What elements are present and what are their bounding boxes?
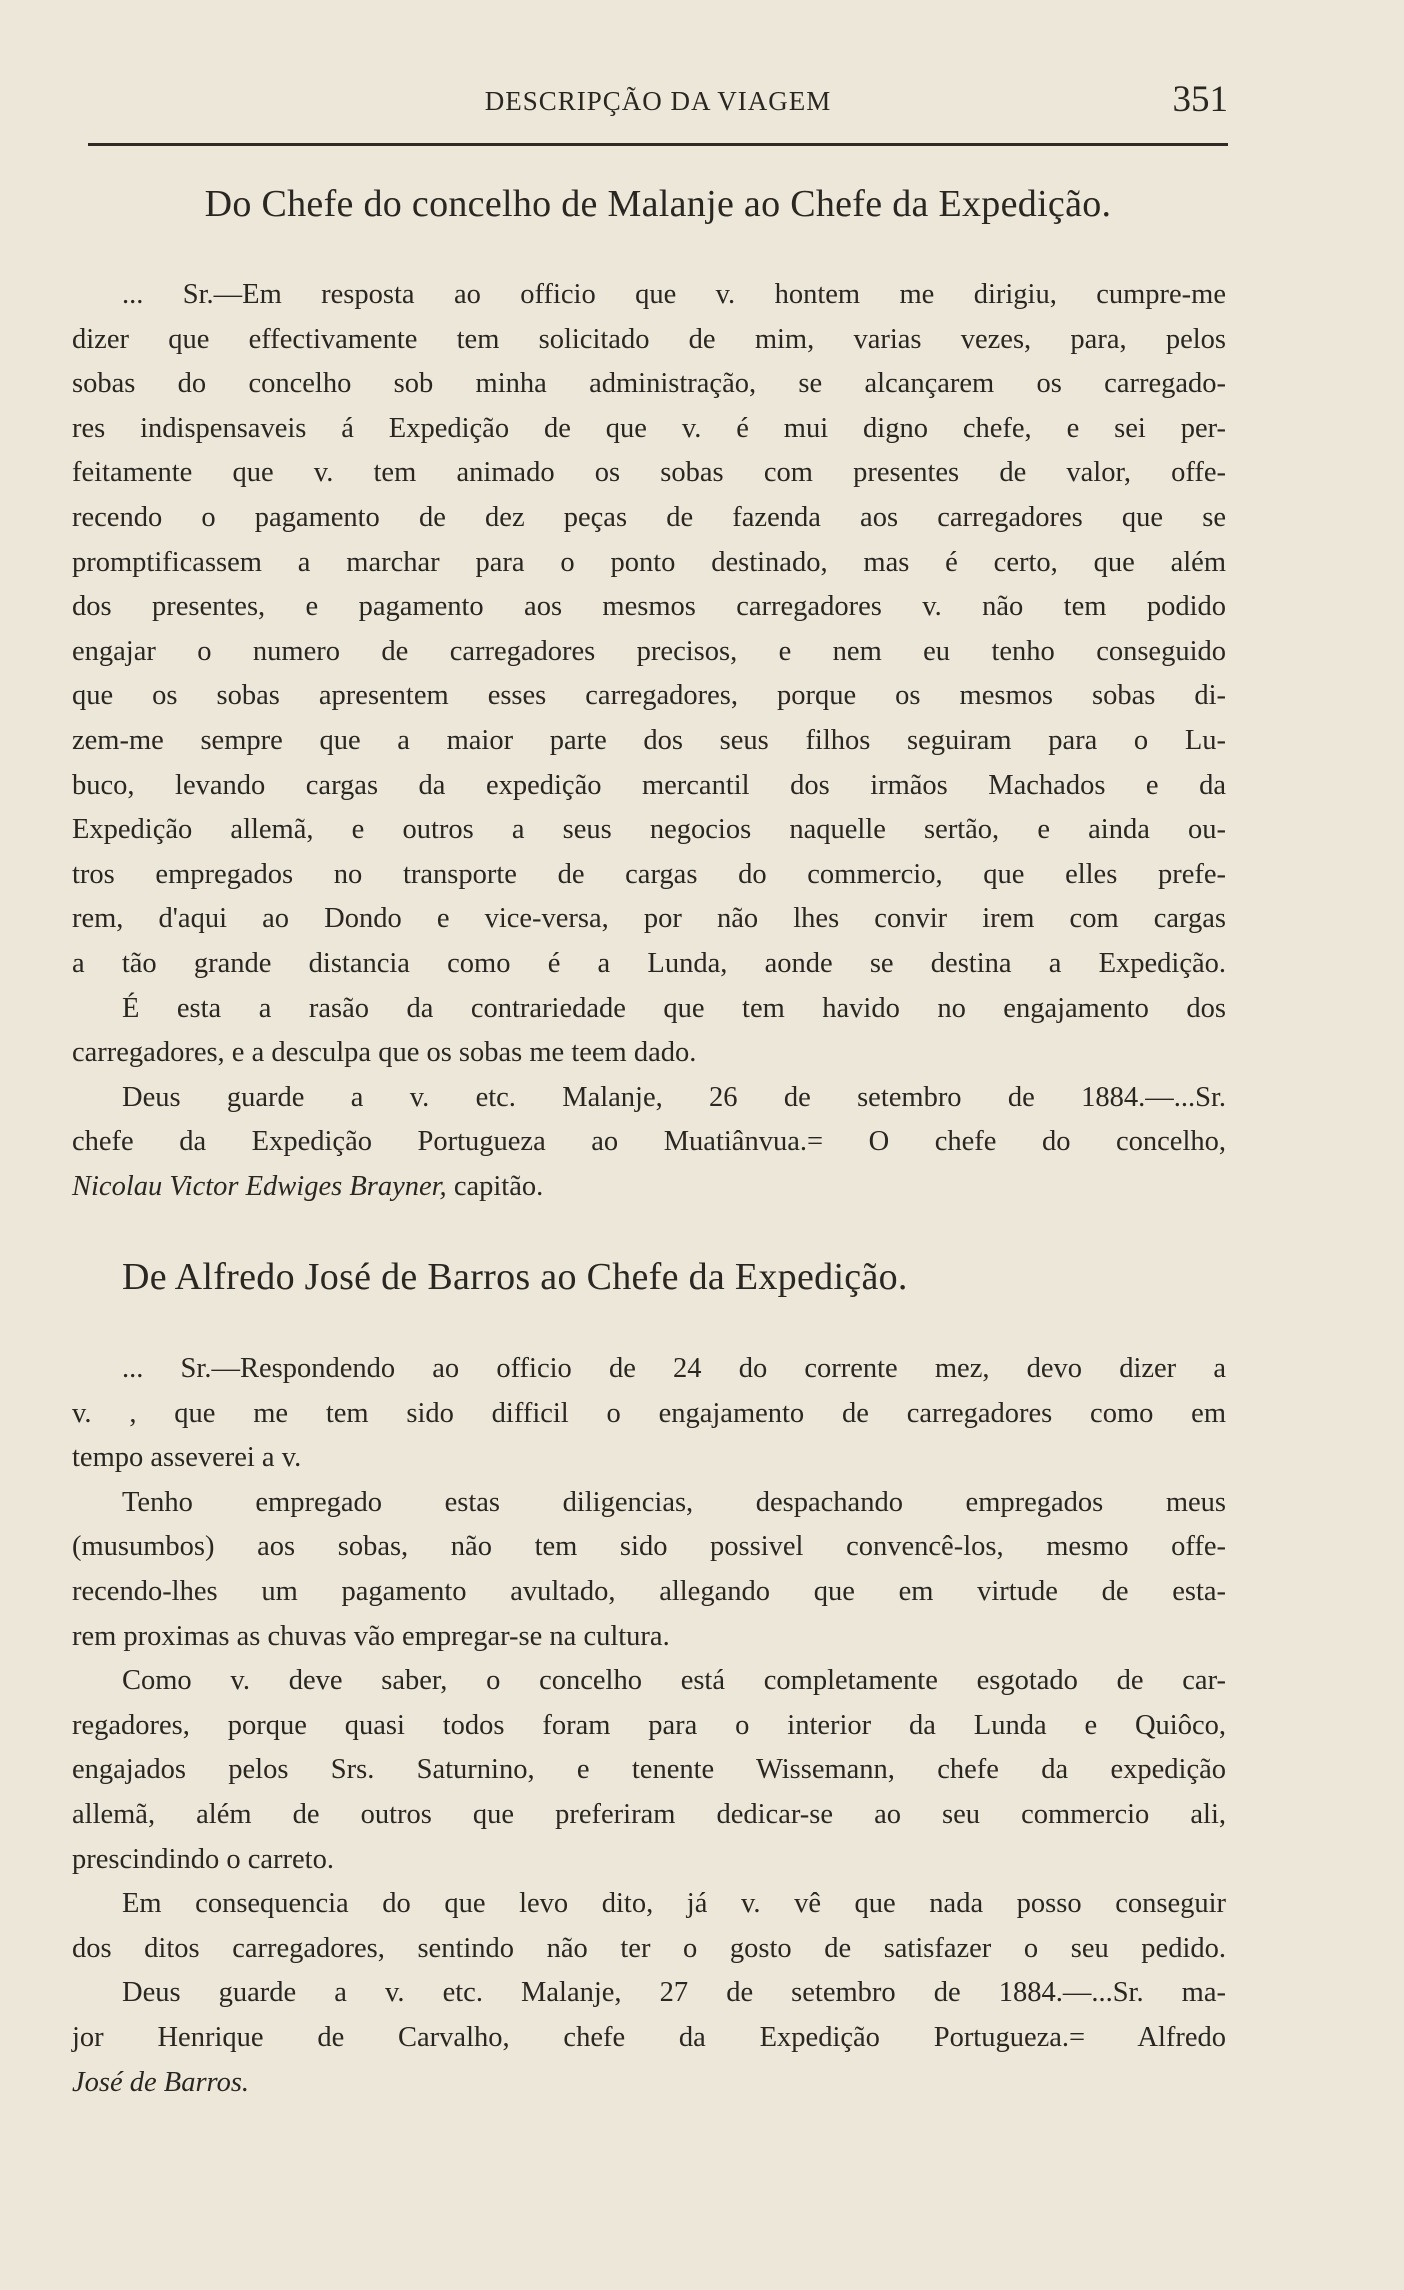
text-line: res indispensaveis á Expedição de que v. é mui digno chefe, e sei per- — [72, 412, 1226, 444]
text-line: zem-me sempre que a maior parte dos seus filhos seguiram para o Lu- — [72, 724, 1226, 756]
text-line: feitamente que v. tem animado os sobas com presentes de valor, offe- — [72, 457, 1226, 489]
text-line: allemã, além de outros que preferiram dedicar-se ao seu commercio ali, — [72, 1798, 1226, 1830]
text-line: engajar o numero de carregadores precisos, e nem eu tenho conseguido — [72, 635, 1226, 667]
text-line: promptificassem a marchar para o ponto destinado, mas é certo, que além — [72, 546, 1226, 578]
text-line: Como v. deve saber, o concelho está completamente esgotado de car- — [122, 1665, 1226, 1697]
text-line: jor Henrique de Carvalho, chefe da Expedição Portugueza.= Alfredo — [72, 2021, 1226, 2053]
signature-name: Nicolau Victor Edwiges Brayner, — [72, 1170, 447, 1202]
text-line: tempo asseverei a v. — [72, 1442, 302, 1474]
text-line: ... Sr.—Respondendo ao officio de 24 do corrente mez, devo dizer a — [122, 1353, 1226, 1384]
text-line: rem proximas as chuvas vão empregar-se na cultura. — [72, 1620, 670, 1652]
page-number: 351 — [1172, 79, 1228, 120]
text-line: Expedição allemã, e outros a seus negocios naquelle sertão, e ainda ou- — [72, 814, 1226, 846]
signature-line — [72, 1165, 1226, 1210]
text-line: prescindindo o carreto. — [72, 1843, 334, 1875]
text-line: buco, levando cargas da expedição mercantil dos irmãos Machados e da — [72, 769, 1226, 801]
running-title: DESCRIPÇÃO DA VIAGEM — [484, 86, 832, 116]
text-line: (musumbos) aos sobas, não tem sido possivel convencê-los, mesmo offe- — [72, 1531, 1226, 1563]
text-line: rem, d'aqui ao Dondo e vice-versa, por não lhes convir irem com cargas — [72, 903, 1226, 935]
text-line: dizer que effectivamente tem solicitado de mim, varias vezes, para, pelos — [72, 323, 1226, 355]
signature-rank: capitão. — [446, 1170, 544, 1202]
letter1-title: Do Chefe do concelho de Malanje ao Chefe da Expedição. — [204, 183, 1112, 225]
text-line: sobas do concelho sob minha administração, se alcançarem os carregado- — [72, 368, 1226, 400]
text-line: chefe da Expedição Portugueza ao Muatiânvua.= O chefe do concelho, — [72, 1126, 1226, 1158]
text-line: v. , que me tem sido difficil o engajamento de carregadores como em — [72, 1397, 1226, 1429]
running-head — [88, 78, 1228, 126]
text-line: Deus guarde a v. etc. Malanje, 26 de setembro de 1884.—...Sr. — [122, 1081, 1226, 1113]
signature-name: José de Barros. — [72, 2066, 250, 2098]
text-line: tros empregados no transporte de cargas do commercio, que elles prefe- — [72, 858, 1226, 890]
text-line: Em consequencia do que levo dito, já v. vê que nada posso conseguir — [122, 1888, 1226, 1920]
text-line: É esta a rasão da contrariedade que tem havido no engajamento dos — [122, 992, 1226, 1024]
letter2-title: De Alfredo José de Barros ao Chefe da Expedição. — [122, 1256, 908, 1298]
text-line: ... Sr.—Em resposta ao officio que v. hontem me dirigiu, cumpre-me — [122, 279, 1226, 310]
letter2-body — [72, 1347, 1226, 2105]
text-line: engajados pelos Srs. Saturnino, e tenente Wissemann, chefe da expedição — [72, 1754, 1226, 1786]
header-rule — [88, 143, 1228, 146]
text-line: que os sobas apresentem esses carregadores, porque os mesmos sobas di- — [72, 680, 1226, 712]
text-line: dos presentes, e pagamento aos mesmos carregadores v. não tem podido — [72, 591, 1226, 623]
text-line: Deus guarde a v. etc. Malanje, 27 de setembro de 1884.—...Sr. ma- — [122, 1977, 1226, 2009]
text-line: dos ditos carregadores, sentindo não ter o gosto de satisfazer o seu pedido. — [72, 1932, 1226, 1964]
text-line: recendo-lhes um pagamento avultado, allegando que em virtude de esta- — [72, 1575, 1226, 1607]
text-line: recendo o pagamento de dez peças de fazenda aos carregadores que se — [72, 501, 1226, 533]
text-line: carregadores, e a desculpa que os sobas me teem dado. — [72, 1037, 697, 1069]
text-line: a tão grande distancia como é a Lunda, aonde se destina a Expedição. — [72, 947, 1226, 979]
letter1-body — [72, 273, 1226, 1209]
text-line: regadores, porque quasi todos foram para o interior da Lunda e Quiôco, — [72, 1709, 1226, 1741]
text-line: Tenho empregado estas diligencias, despachando empregados meus — [122, 1486, 1226, 1518]
